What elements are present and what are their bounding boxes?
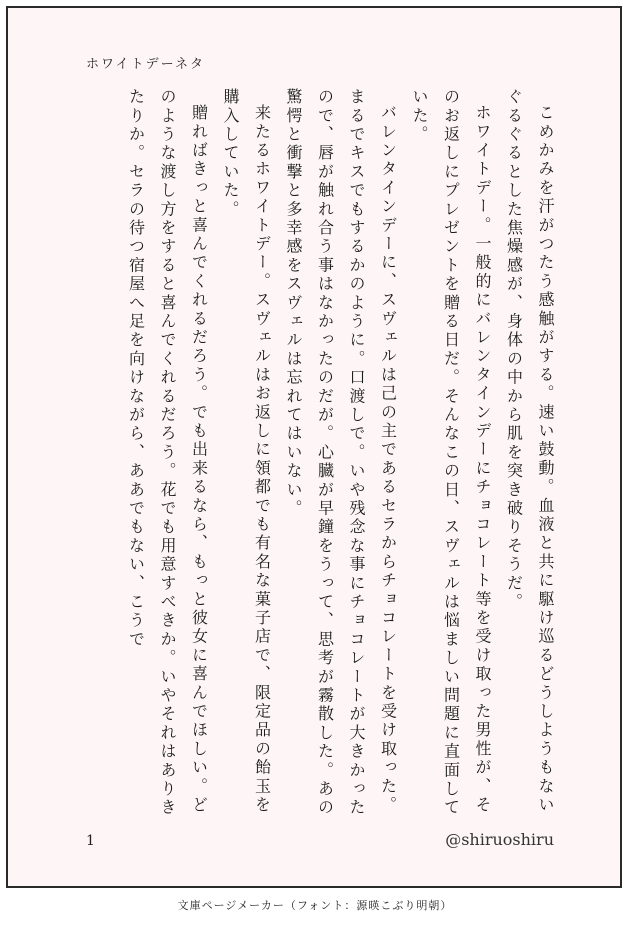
book-page [6,6,622,888]
paragraph: こめかみを汗がつたう感触がする。速い鼓動。血液と共に駆け巡るどうしようもないぐるぐるとした焦燥感が、身体の中から肌を突き破りそうだ。 [504,88,555,815]
page-number: 1 [86,833,95,849]
author-handle: @shiruoshiru [445,830,554,849]
paragraph: 来たるホワイトデー。スヴェルはお返しに領都でも有名な菓子店で、限定品の飴玉を購入していた。 [221,88,272,815]
paragraph: 贈ればきっと喜んでくれるだろう。でも出来るなら、もっと彼女に喜んでほしい。どのような渡し方をすると喜んでくれるだろう。花でも用意すべきか。いやそれはありきたりか。セラの待つ宿屋へ足を向けながら、ああでもない、こうで [126,88,209,818]
paragraph: ホワイトデー。一般的にバレンタインデーにチョコレート等を受け取った男性が、そのお返しにプレゼントを贈る日だ。そんなこの日、スヴェルは悩ましい問題に直面していた。 [410,88,492,818]
vertical-body-text [85,88,561,818]
page-header-title: ホワイトデーネタ [86,57,205,72]
paragraph: バレンタインデーに、スヴェルは己の主であるセラからチョコレートを受け取った。まるでキスでもするかのように。口渡しで。いや残念な事にチョコレートが大きかったので、唇が触れ合う事はなかったのだが。心臓が早鐘をうって、思考が霧散した。あの驚愕と衝撃と多幸感をスヴェルは忘れてはいない。 [284,88,398,818]
generator-credit: 文庫ページメーカー（フォント：源暎こぶり明朝） [177,899,453,912]
